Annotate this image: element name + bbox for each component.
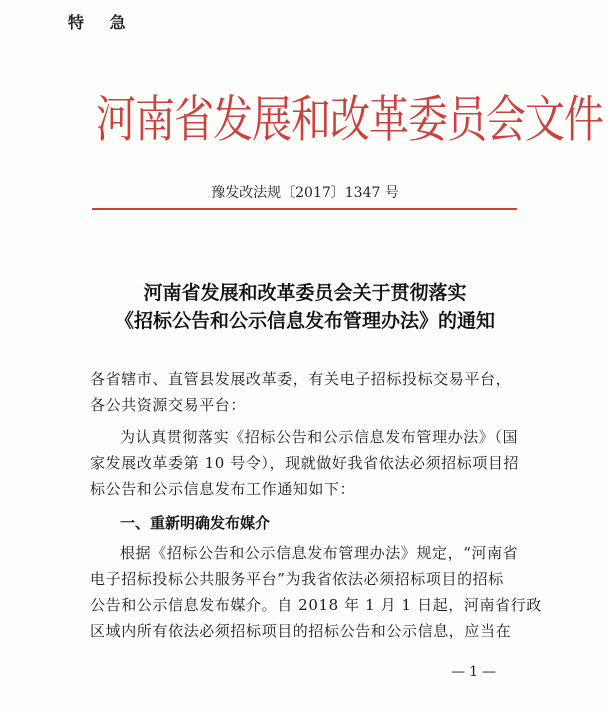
section-1-paragraph [90, 540, 542, 644]
notice-title-line-2: 《招标公告和公示信息发布管理办法》的通知 [114, 310, 495, 332]
urgency-label: 特 急 [68, 13, 136, 32]
intro-line-3: 标公告和公示信息发布工作通知如下： [90, 480, 356, 498]
intro-paragraph [90, 424, 530, 502]
addressee-line-2: 各公共资源交易平台： [90, 396, 247, 414]
addressee-line-1: 各省辖市、直管县发展改革委，有关电子招标投标交易平台， [90, 370, 512, 388]
notice-title-line-1: 河南省发展和改革委员会关于贯彻落实 [143, 282, 467, 304]
section-1-line-1: 根据《招标公告和公示信息发布管理办法》规定，“河南省 [120, 544, 519, 562]
intro-line-2: 家发展改革委第 10 号令），现就做好我省依法必须招标项目招 [90, 454, 520, 472]
masthead-title: 河南省发展和改革委员会文件 [96, 91, 603, 149]
section-1-heading: 一、重新明确发布媒介 [120, 514, 271, 532]
page-number: —1— [451, 664, 500, 680]
intro-line-1: 为认真贯彻落实《招标公告和公示信息发布管理办法》（国 [120, 428, 519, 446]
red-separator-line [92, 208, 517, 210]
addressee-paragraph [90, 366, 530, 418]
document-number: 豫发改法规〔2017〕1347 号 [211, 185, 399, 201]
section-1-line-2: 电子招标投标公共服务平台”为我省依法必须招标项目的招标 [90, 570, 504, 588]
section-1-line-4: 区域内所有依法必须招标项目的招标公告和公示信息，应当在 [90, 622, 512, 640]
section-1-line-3: 公告和公示信息发布媒介。自 2018 年 1 月 1 日起，河南省行政 [90, 596, 542, 614]
